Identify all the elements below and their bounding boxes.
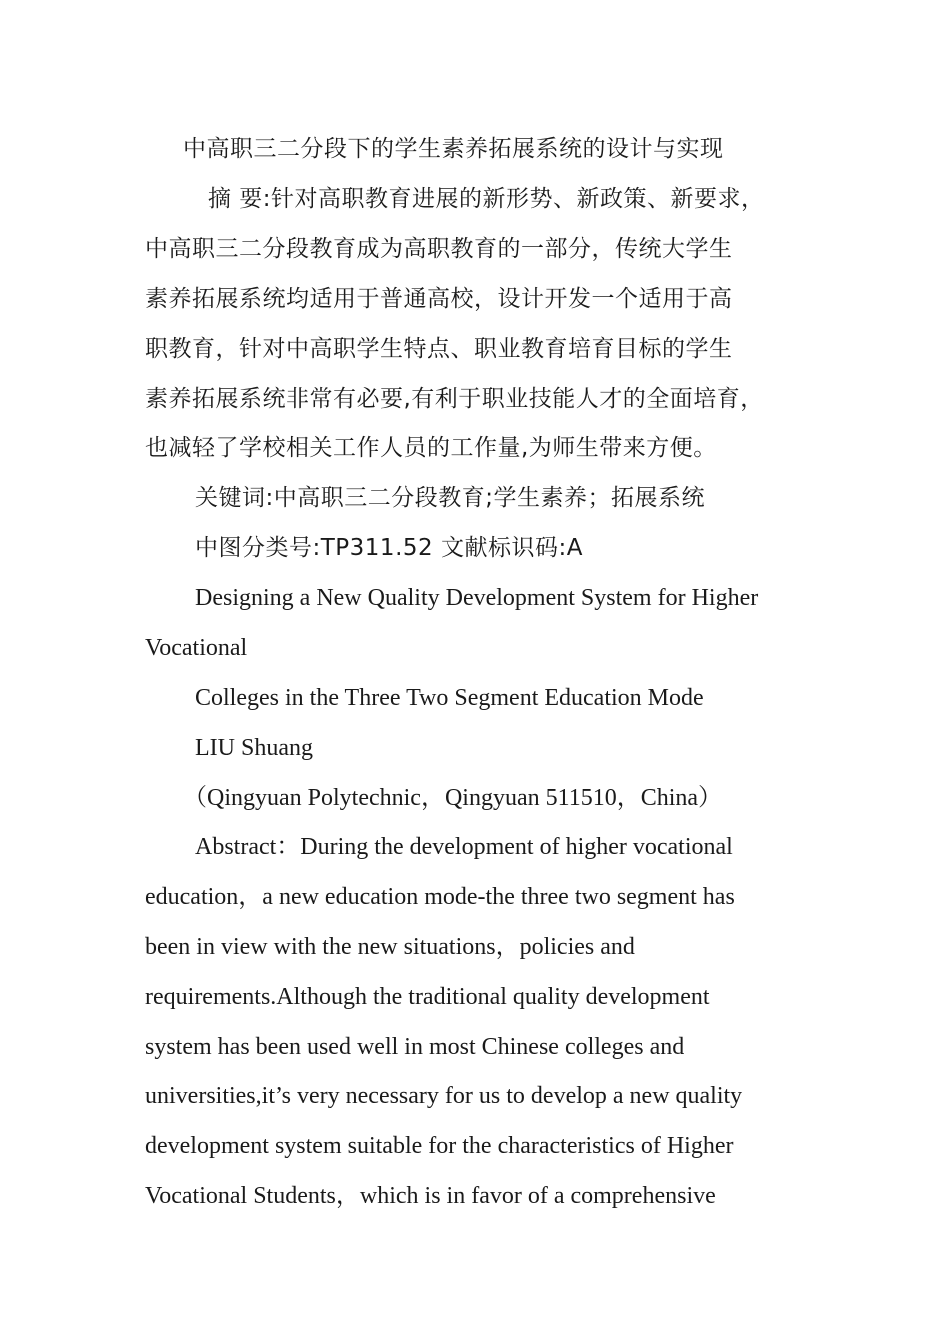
abstract-en-line-2: education，a new education mode-the three two segment has <box>145 884 735 910</box>
title-en-line-2: Vocational <box>145 635 248 661</box>
author-name: LIU Shuang <box>195 735 313 761</box>
abstract-en-line-8: Vocational Students，which is in favor of a comprehensive <box>145 1183 716 1209</box>
abstract-en-line-7: development system suitable for the characteristics of Higher <box>145 1133 734 1159</box>
abstract-en-line-4: requirements.Although the traditional quality development <box>145 984 710 1010</box>
abstract-zh-line-2: 中高职三二分段教育成为高职教育的一部分，传统大学生 <box>145 236 733 262</box>
keywords-zh: 关键词:中高职三二分段教育;学生素养；拓展系统 <box>195 485 705 511</box>
title-en-line-1: Designing a New Quality Development System for Higher <box>195 585 759 611</box>
abstract-zh-line-3: 素养拓展系统均适用于普通高校，设计开发一个适用于高 <box>145 286 733 312</box>
author-affiliation: （Qingyuan Polytechnic，Qingyuan 511510，China） <box>183 785 723 811</box>
abstract-en-line-5: system has been used well in most Chinese colleges and <box>145 1034 685 1060</box>
classification-number: 中图分类号:TP311.52 文献标识码:A <box>195 535 583 561</box>
title-zh: 中高职三二分段下的学生素养拓展系统的设计与实现 <box>183 136 724 162</box>
abstract-zh-line-4: 职教育，针对中高职学生特点、职业教育培育目标的学生 <box>145 336 733 362</box>
abstract-zh-line-6: 也减轻了学校相关工作人员的工作量,为师生带来方便。 <box>145 435 717 461</box>
abstract-en-line-3: been in view with the new situations，policies and <box>145 934 635 960</box>
title-en-line-3: Colleges in the Three Two Segment Education Mode <box>195 685 704 711</box>
abstract-zh-line-1: 摘 要:针对高职教育进展的新形势、新政策、新要求， <box>208 186 765 212</box>
abstract-en-line-6: universities,it’s very necessary for us to develop a new quality <box>145 1083 743 1109</box>
abstract-en-line-1: Abstract：During the development of higher vocational <box>195 834 733 860</box>
abstract-zh-line-5: 素养拓展系统非常有必要,有利于职业技能人才的全面培育， <box>145 386 764 412</box>
